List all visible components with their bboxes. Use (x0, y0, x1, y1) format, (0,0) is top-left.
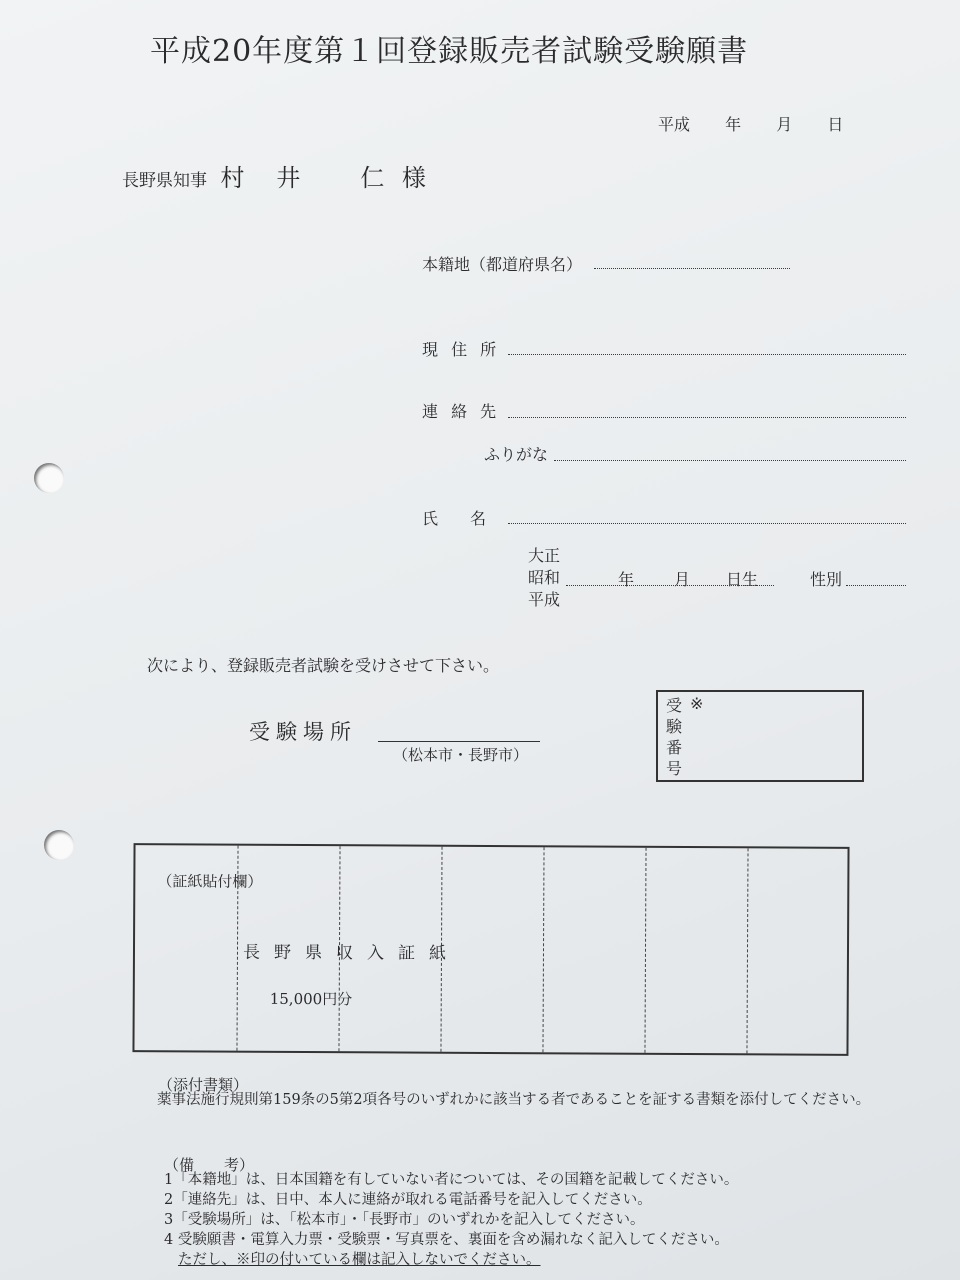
furigana-label: ふりがな (484, 445, 549, 464)
office-use-mark: ※ (690, 694, 704, 713)
birth-era-options (528, 545, 568, 611)
notes-list (164, 1170, 738, 1270)
stamp-name: 長野県収入証紙 (242, 942, 461, 964)
address-label: 現 住 所 (422, 340, 501, 359)
stamp-divider (644, 848, 646, 1053)
address-field[interactable] (508, 354, 906, 355)
attachments-body: 薬事法施行規則第159条の5第2項各号のいずれかに該当する者であることを証する書類を添付してください。 (157, 1092, 871, 1108)
stamp-caption: （証紙貼付欄） (157, 872, 263, 891)
exam-number-label: 受験番号 (666, 696, 683, 778)
addressee-name: 村 井 仁 (220, 164, 389, 192)
addressee-prefix: 長野県知事 (122, 171, 207, 191)
era-showa: 昭和 (528, 568, 561, 587)
name-label: 氏 名 (422, 509, 487, 528)
note-footnote-text: ただし、※印の付いている欄は記入しないでください。 (178, 1252, 541, 1268)
note-item: 1「本籍地」は、日本国籍を有していない者については、その国籍を記載してください。 (164, 1172, 739, 1188)
submission-date (658, 112, 873, 135)
note-item: 2「連絡先」は、日中、本人に連絡が取れる電話番号を記入してください。 (164, 1192, 652, 1208)
exam-number-box (656, 690, 864, 782)
gender-label: 性別 (810, 570, 843, 589)
era-taisho: 大正 (528, 546, 561, 565)
revenue-stamp-area (132, 843, 849, 1056)
exam-place-field[interactable] (378, 741, 540, 742)
birth-year-label: 年 (618, 570, 635, 589)
contact-field[interactable] (508, 417, 906, 418)
punch-hole-lower (44, 830, 74, 860)
birth-day-label: 日生 (726, 570, 759, 589)
addressee-honorific: 様 (401, 164, 430, 192)
stamp-divider (542, 847, 544, 1052)
date-month: 月 (776, 115, 793, 134)
exam-place-note: （松本市・長野市） (393, 746, 529, 764)
contact-label: 連 絡 先 (422, 402, 501, 421)
stamp-divider (746, 848, 748, 1053)
addressee (122, 158, 430, 193)
name-field[interactable] (508, 523, 906, 524)
punch-hole-upper (34, 463, 64, 493)
note-item: 3「受験場所」は、「松本市」・「長野市」のいずれかを記入してください。 (164, 1212, 645, 1228)
gender-field[interactable] (846, 585, 906, 586)
furigana-field[interactable] (554, 460, 906, 461)
era-heisei: 平成 (528, 590, 561, 609)
request-statement: 次により、登録販売者試験を受けさせて下さい。 (147, 656, 500, 675)
birthdate-field[interactable] (566, 585, 774, 586)
date-year: 年 (725, 115, 742, 134)
note-footnote (164, 1250, 738, 1270)
notes-heading: （備 考） (164, 1156, 255, 1174)
exam-place-label: 受験場所 (249, 720, 357, 744)
honseki-field[interactable] (594, 268, 790, 269)
date-day: 日 (827, 115, 844, 134)
honseki-label: 本籍地（都道府県名） (422, 255, 583, 274)
note-item: 4 受験願書・電算入力票・受験票・写真票を、裏面を含め漏れなく記入してください。 (164, 1232, 729, 1248)
form-title: 平成20年度第１回登録販売者試験受験願書 (150, 34, 749, 69)
date-era: 平成 (658, 115, 691, 134)
stamp-amount: 15,000円分 (269, 989, 353, 1009)
birth-month-label: 月 (674, 570, 691, 589)
attachments-heading: （添付書類） (158, 1076, 249, 1094)
